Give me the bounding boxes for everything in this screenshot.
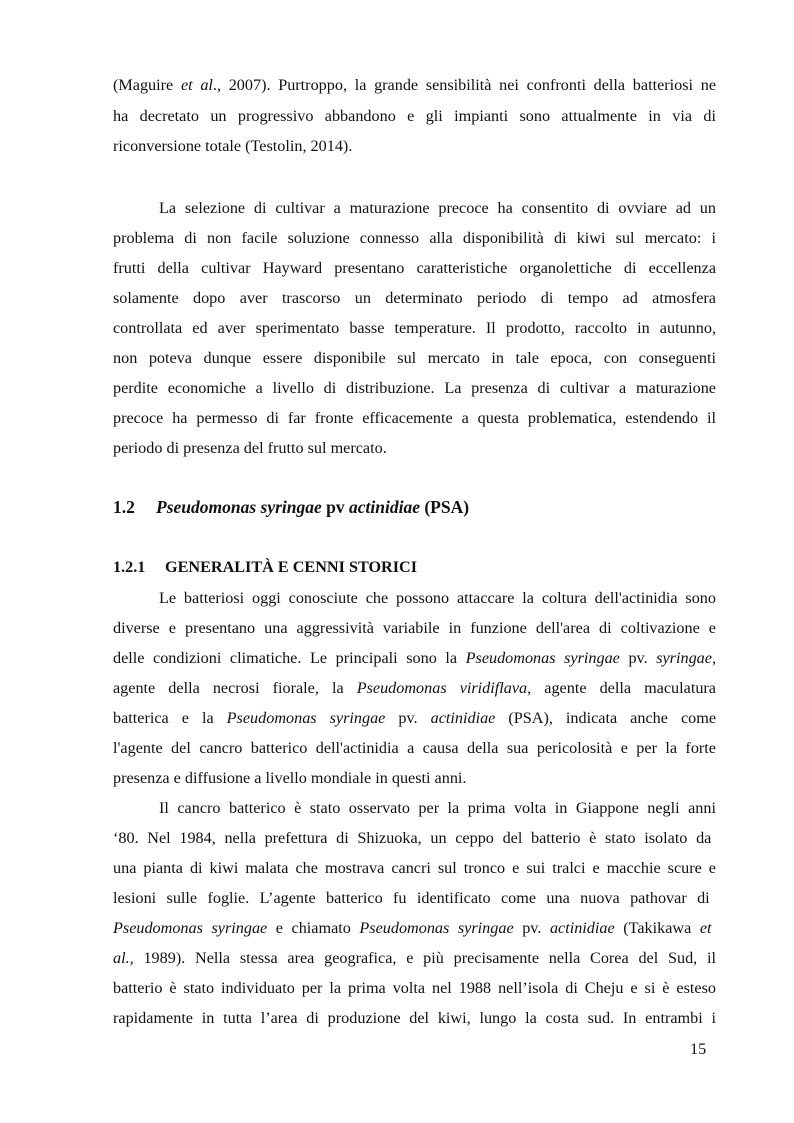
text-line: precoce ha permesso di far fronte efficacemente a questa problematica, estendendo il [113, 409, 716, 427]
text-line: frutti della cultivar Hayward presentano caratteristiche organolettiche di eccellenza [113, 259, 716, 277]
text-line: Le batteriosi oggi conosciute che possono attaccare la coltura dell'actinidia sono [159, 589, 716, 607]
page-number: 15 [690, 1040, 707, 1058]
text-line: ha decretato un progressivo abbandono e gli impianti sono attualmente in via di [113, 107, 716, 125]
text-line: presenza e diffusione a livello mondiale in questi anni. [113, 769, 467, 787]
section-number: 1.2 [113, 497, 135, 517]
text-line: l'agente del cancro batterico dell'actinidia a causa della sua pericolosità e per la forte [113, 739, 716, 757]
text-line: agente della necrosi fiorale, la Pseudomonas viridiflava, agente della maculatura [113, 679, 716, 697]
subsection-number: 1.2.1 [113, 558, 146, 576]
text-line: batterica e la Pseudomonas syringae pv. actinidiae (PSA), indicata anche come [113, 709, 716, 727]
text-line: riconversione totale (Testolin, 2014). [113, 137, 353, 155]
subsection-title: GENERALITÀ E CENNI STORICI [165, 558, 418, 576]
text-line: solamente dopo aver trascorso un determinato periodo di tempo ad atmosfera [113, 289, 716, 307]
text-line: al., 1989). Nella stessa area geografica, e più precisamente nella Corea del Sud, il [113, 949, 716, 967]
line-part: (Maguire et al., 2007). Purtroppo, la grande sensibilità nei confronti della batteriosi ne [113, 76, 717, 94]
text-line: Il cancro batterico è stato osservato per la prima volta in Giappone negli anni [159, 799, 716, 817]
text-line: diverse e presentano una aggressività variabile in funzione dell'area di coltivazione e [113, 619, 716, 637]
text-line: rapidamente in tutta l’area di produzione del kiwi, lungo la costa sud. In entrambi i [113, 1009, 716, 1027]
text-line: problema di non facile soluzione connesso alla disponibilità di kiwi sul mercato: i [113, 229, 716, 247]
text-line: perdite economiche a livello di distribuzione. La presenza di cultivar a maturazione [113, 379, 716, 397]
text-line: ‘80. Nel 1984, nella prefettura di Shizuoka, un ceppo del batterio è stato isolato da [113, 829, 712, 847]
text-line: periodo di presenza del frutto sul mercato. [113, 439, 387, 457]
text-line [113, 75, 716, 95]
text-line: una pianta di kiwi malata che mostrava cancri sul tronco e sui tralci e macchie scure e [113, 859, 716, 877]
text-line: batterio è stato individuato per la prima volta nel 1988 nell’isola di Cheju e si è esteso [113, 979, 716, 997]
text-line: Pseudomonas syringae e chiamato Pseudomonas syringae pv. actinidiae (Takikawa et [113, 919, 712, 937]
text-line: delle condizioni climatiche. Le principali sono la Pseudomonas syringae pv. syringae, [113, 649, 716, 667]
text-line: controllata ed aver sperimentato basse temperature. Il prodotto, raccolto in autunno, [113, 319, 716, 337]
text-line: La selezione di cultivar a maturazione precoce ha consentito di ovviare ad un [159, 199, 716, 217]
section-heading: 1.2 Pseudomonas syringae pv actinidiae (PSA) [113, 497, 470, 517]
text-line: non poteva dunque essere disponibile sul mercato in tale epoca, con conseguenti [113, 349, 716, 367]
subsection-heading [113, 558, 417, 577]
text-line: lesioni sulle foglie. L’agente batterico fu identificato come una nuova pathovar di [113, 889, 710, 907]
